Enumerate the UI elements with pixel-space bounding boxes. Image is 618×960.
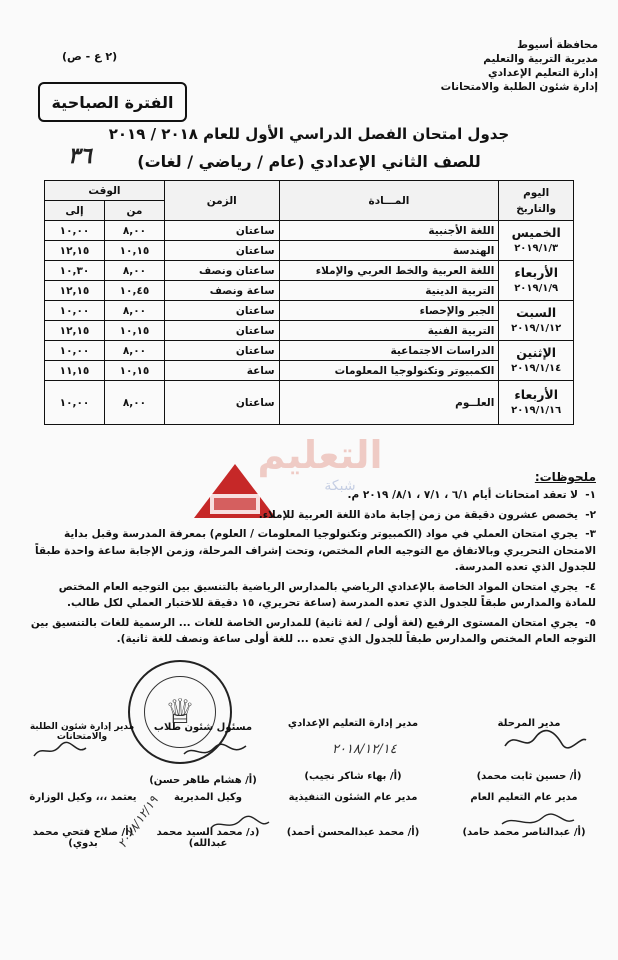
signature-scribble: [180, 740, 250, 764]
col-subject: المـــادة: [279, 181, 499, 221]
directorate: مديرية التربية والتعليم: [483, 53, 598, 65]
handwritten-date: ٢٠١٨/١٢/١٩: [114, 793, 161, 851]
from-cell: ٨,٠٠: [104, 221, 164, 241]
to-cell: ١٠,٠٠: [45, 221, 105, 241]
form-code: (٢ ع - ص): [62, 50, 118, 63]
table-row: [45, 361, 574, 381]
from-cell: ٨,٠٠: [104, 261, 164, 281]
admin-prep: إدارة التعليم الإعدادي: [488, 67, 598, 79]
duration-cell: ساعة ونصف: [164, 281, 279, 301]
signature-block: [22, 722, 142, 742]
table-row: [45, 241, 574, 261]
list-item: [28, 579, 596, 612]
shift-label: الفترة الصباحية: [38, 82, 187, 122]
note-number: ٥-: [585, 616, 596, 629]
notes-list: [28, 487, 596, 651]
subject-cell: اللغة الأجنبية: [279, 221, 499, 241]
to-cell: ١٠,٠٠: [45, 301, 105, 321]
to-cell: ١٢,١٥: [45, 321, 105, 341]
signatory-title: مدير عام التعليم العام: [470, 792, 578, 803]
from-cell: ٨,٠٠: [104, 301, 164, 321]
col-to: إلى: [45, 201, 105, 221]
table-row: [45, 301, 574, 321]
list-item: [28, 507, 596, 524]
day-date: ٢٠١٩/١/١٤: [511, 362, 562, 374]
day-name: الأربعاء: [514, 264, 558, 280]
from-cell: ١٠,١٥: [104, 361, 164, 381]
signatory-name: (أ/ محمد عبدالمحسن أحمد): [286, 827, 420, 838]
note-text: يجري امتحان المواد الخاصة بالإعدادي الرياضي بالمدارس الرياضية بالتنسيق بين التوجيه العام المختص للمادة والمدارس طبقاً للجدول الذي تعده المدرسة (ساعة تحريري، ١٥ دقيقة للاختبار العملي لكل طالب.: [58, 580, 596, 609]
to-cell: ١٢,١٥: [45, 281, 105, 301]
to-cell: ١٠,٣٠: [45, 261, 105, 281]
duration-cell: ساعة: [164, 361, 279, 381]
signatory-title: مدير إدارة شئون الطلبة والامتحانات: [29, 722, 135, 742]
table-row: [45, 281, 574, 301]
from-cell: ٨,٠٠: [104, 341, 164, 361]
signatory-title: مدير إدارة التعليم الإعدادي: [287, 718, 419, 729]
governorate: محافظة أسيوط: [517, 39, 598, 51]
day-cell: [499, 301, 574, 341]
subject-cell: التربية الدينية: [279, 281, 499, 301]
handwritten-mark: ٣٦: [68, 144, 92, 169]
table-row: [45, 381, 574, 425]
signature-block: [273, 792, 433, 838]
day-name: الإثنين: [516, 344, 557, 360]
signatory-name: (د/ محمد السيد محمد عبدالله): [156, 827, 260, 849]
day-cell: [499, 261, 574, 301]
to-cell: ١٠,٠٠: [45, 341, 105, 361]
subject-cell: الهندسة: [279, 241, 499, 261]
signatory-title: مدير المرحلة: [497, 718, 561, 729]
note-text: يجري امتحان المستوى الرفيع (لغة أولى / لغة ثانية) للمدارس الخاصة للغات ... الرسمية للغات بالتنسيق بين التوجه العام المختص والمدارس طبقاً للجدول الذي تعده ... للغة أولى ساعة ونصف للغة ثانية).: [30, 616, 596, 645]
day-name: الخميس: [511, 224, 561, 240]
admin-affairs: إدارة شئون الطلبة والامتحانات: [440, 81, 598, 93]
day-cell: [499, 381, 574, 425]
day-date: ٢٠١٩/١/٩: [514, 282, 559, 294]
signatory-name: (أ/ حسين ثابت محمد): [476, 771, 582, 782]
watermark-text: التعليم: [257, 433, 383, 477]
signatory-title: مدير عام الشئون التنفيذية: [288, 792, 418, 803]
table-row: [45, 261, 574, 281]
from-cell: ١٠,١٥: [104, 241, 164, 261]
col-day: اليوم والتاريخ: [499, 181, 574, 221]
subject-cell: الكمبيوتر وتكنولوجيا المعلومات: [279, 361, 499, 381]
note-number: ١-: [585, 489, 596, 501]
note-number: ٤-: [585, 580, 596, 593]
signatory-name: (أ/ هشام طاهر حسن): [149, 775, 257, 786]
note-number: ٣-: [585, 528, 596, 540]
signature-scribble: [498, 812, 578, 832]
day-cell: [499, 341, 574, 381]
signatory-title: وكيل المديرية: [174, 792, 242, 803]
duration-cell: ساعتان: [164, 221, 279, 241]
signatory-name: (أ/ عبدالناصر محمد حامد): [462, 827, 586, 838]
col-time: الوقت: [45, 181, 165, 201]
watermark-sub: شبكة: [324, 478, 356, 494]
duration-cell: ساعتان ونصف: [164, 261, 279, 281]
from-cell: ٨,٠٠: [104, 381, 164, 425]
col-from: من: [104, 201, 164, 221]
handwritten-date: ٢٠١٨/١٢/١٤: [332, 742, 397, 757]
col-duration: الزمن: [164, 181, 279, 221]
day-cell: [499, 221, 574, 261]
issuer-header: [378, 38, 598, 94]
eagle-emblem-icon: ♕: [144, 676, 216, 748]
subject-cell: الجبر والإحصاء: [279, 301, 499, 321]
subject-cell: العلــوم: [279, 381, 499, 425]
day-date: ٢٠١٩/١/١٦: [511, 404, 562, 416]
list-item: [28, 526, 596, 576]
schedule-title: جدول امتحان الفصل الدراسي الأول للعام ٢٠١٨ / ٢٠١٩: [108, 125, 510, 143]
signatory-name: (أ/ صلاح فتحي محمد بدوي): [32, 827, 134, 849]
signatory-title: يعتمد ،،، وكيل الوزارة: [29, 792, 137, 803]
duration-cell: ساعتان: [164, 241, 279, 261]
from-cell: ١٠,٤٥: [104, 281, 164, 301]
to-cell: ١٢,١٥: [45, 241, 105, 261]
table-row: [45, 221, 574, 241]
signature-scribble: [30, 740, 90, 762]
notes-heading: ملحوظات:: [534, 470, 596, 484]
from-cell: ١٠,١٥: [104, 321, 164, 341]
note-text: يخصص عشرون دقيقة من زمن إجابة مادة اللغة العربية للإملاء.: [258, 508, 578, 521]
day-name: الأربعاء: [514, 386, 558, 402]
subject-cell: اللغة العربية والخط العربي والإملاء: [279, 261, 499, 281]
day-name: السبت: [516, 304, 557, 320]
to-cell: ١١,١٥: [45, 361, 105, 381]
list-item: [28, 615, 596, 648]
signatory-title: مسئول شئون طلاب: [153, 722, 253, 733]
grade-title: [60, 144, 558, 171]
table-row: [45, 321, 574, 341]
list-item: [28, 487, 596, 504]
subject-cell: الدراسات الاجتماعية: [279, 341, 499, 361]
duration-cell: ساعتان: [164, 341, 279, 361]
note-text: يجري امتحان العملي في مواد (الكمبيوتر وتكنولوجيا المعلومات / العلوم) بمعرفة المدرسة وقبل بداية الامتحان التحريري وبالاتفاق مع التوجيه العام المختص، وتحت إشراف المرحلة، وزمن الإجابة ساعة واحدة طبقاً للجدول الذي تعده المدرسة.: [34, 528, 596, 573]
duration-cell: ساعتان: [164, 301, 279, 321]
day-date: ٢٠١٩/١/١٢: [511, 322, 562, 334]
subject-cell: التربية الفنية: [279, 321, 499, 341]
exam-table: [44, 180, 574, 425]
grade-title-text: للصف الثاني الإعدادي (عام / رياضي / لغات): [137, 152, 481, 171]
signature-scribble: [205, 812, 275, 836]
duration-cell: ساعتان: [164, 321, 279, 341]
to-cell: ١٠,٠٠: [45, 381, 105, 425]
table-row: [45, 341, 574, 361]
note-number: ٢-: [585, 508, 596, 521]
signatory-name: (أ/ بهاء شاكر نجيب): [304, 771, 402, 782]
note-text: لا تعقد امتحانات أيام ٦/١ ، ٧/١ ، ٨/١/ ٢٠١٩ م.: [347, 489, 578, 501]
day-date: ٢٠١٩/١/٣: [514, 242, 559, 254]
duration-cell: ساعتان: [164, 381, 279, 425]
signature-scribble: [500, 728, 590, 754]
